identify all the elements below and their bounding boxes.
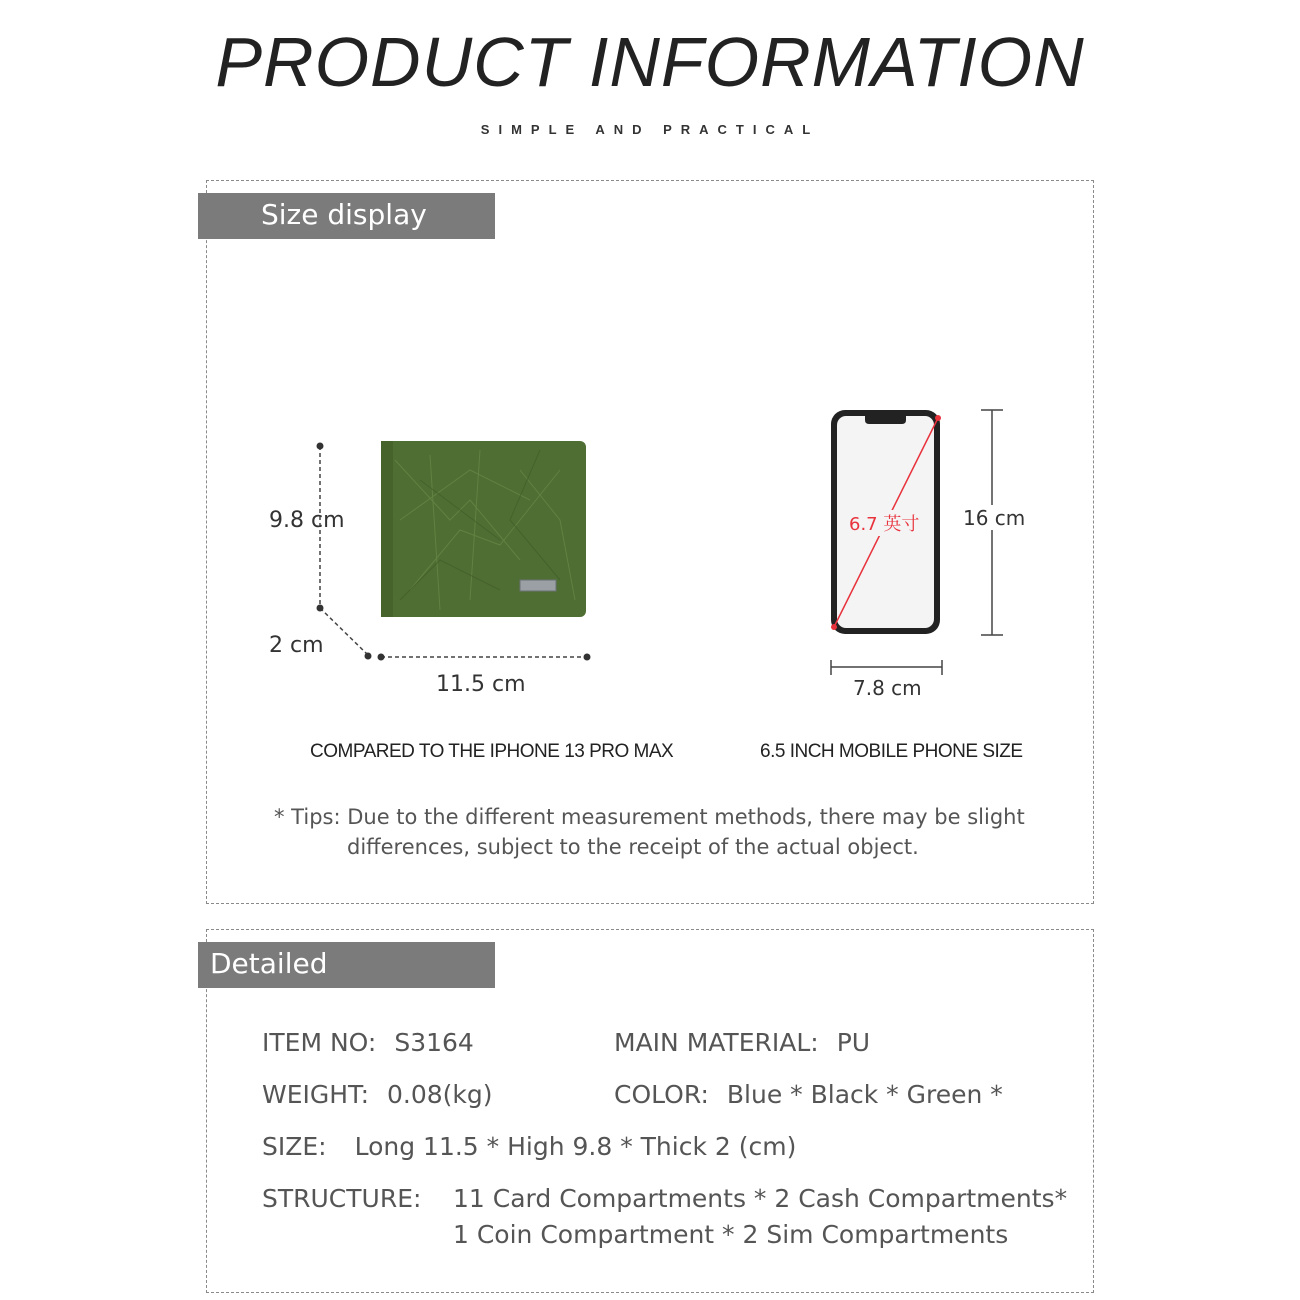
phone-height-label: 16 cm: [963, 506, 1026, 530]
phone-width-label: 7.8 cm: [853, 676, 922, 700]
parameters-tag: Detailed parameters: [198, 942, 495, 988]
phone-width-bar: [831, 660, 942, 675]
size-display-tag: Size display: [198, 193, 495, 239]
item-no-label: ITEM NO:: [262, 1028, 377, 1057]
param-structure-line-2: 1 Coin Compartment * 2 Sim Compartments: [453, 1220, 1009, 1249]
weight-value: 0.08(kg): [387, 1080, 493, 1109]
size-value: Long 11.5 * High 9.8 * Thick 2 (cm): [354, 1132, 797, 1161]
page-title: PRODUCT INFORMATION: [215, 23, 1085, 101]
tips-note: [274, 802, 1034, 862]
wallet-width-label: 11.5 cm: [436, 672, 526, 697]
param-item-no: [262, 1028, 474, 1057]
material-value: PU: [836, 1028, 871, 1057]
wallet-height-label: 9.8 cm: [269, 508, 345, 533]
param-color: [614, 1080, 1003, 1109]
param-weight: [262, 1080, 493, 1109]
wallet-thickness-label: 2 cm: [269, 633, 324, 658]
param-structure-line-1: 11 Card Compartments * 2 Cash Compartments*: [453, 1184, 1068, 1213]
param-structure-label: STRUCTURE:: [262, 1184, 422, 1213]
phone-caption: 6.5 INCH MOBILE PHONE SIZE: [760, 741, 1023, 762]
param-size: [262, 1132, 796, 1161]
page-subtitle: SIMPLE AND PRACTICAL: [480, 122, 820, 137]
weight-label: WEIGHT:: [262, 1080, 370, 1109]
tips-line-2: differences, subject to the receipt of the actual object.: [347, 835, 919, 859]
param-material: [614, 1028, 870, 1057]
wallet-caption: COMPARED TO THE IPHONE 13 PRO MAX: [310, 741, 674, 762]
tips-line-1: * Tips: Due to the different measurement methods, there may be slight: [274, 805, 1025, 829]
color-label: COLOR:: [614, 1080, 709, 1109]
wallet-image: [381, 441, 586, 617]
phone-diagonal-label: 6.7 英寸: [849, 510, 919, 536]
size-label: SIZE:: [262, 1132, 327, 1161]
color-value: Blue * Black * Green *: [726, 1080, 1003, 1109]
item-no-value: S3164: [394, 1028, 474, 1057]
material-label: MAIN MATERIAL:: [614, 1028, 819, 1057]
